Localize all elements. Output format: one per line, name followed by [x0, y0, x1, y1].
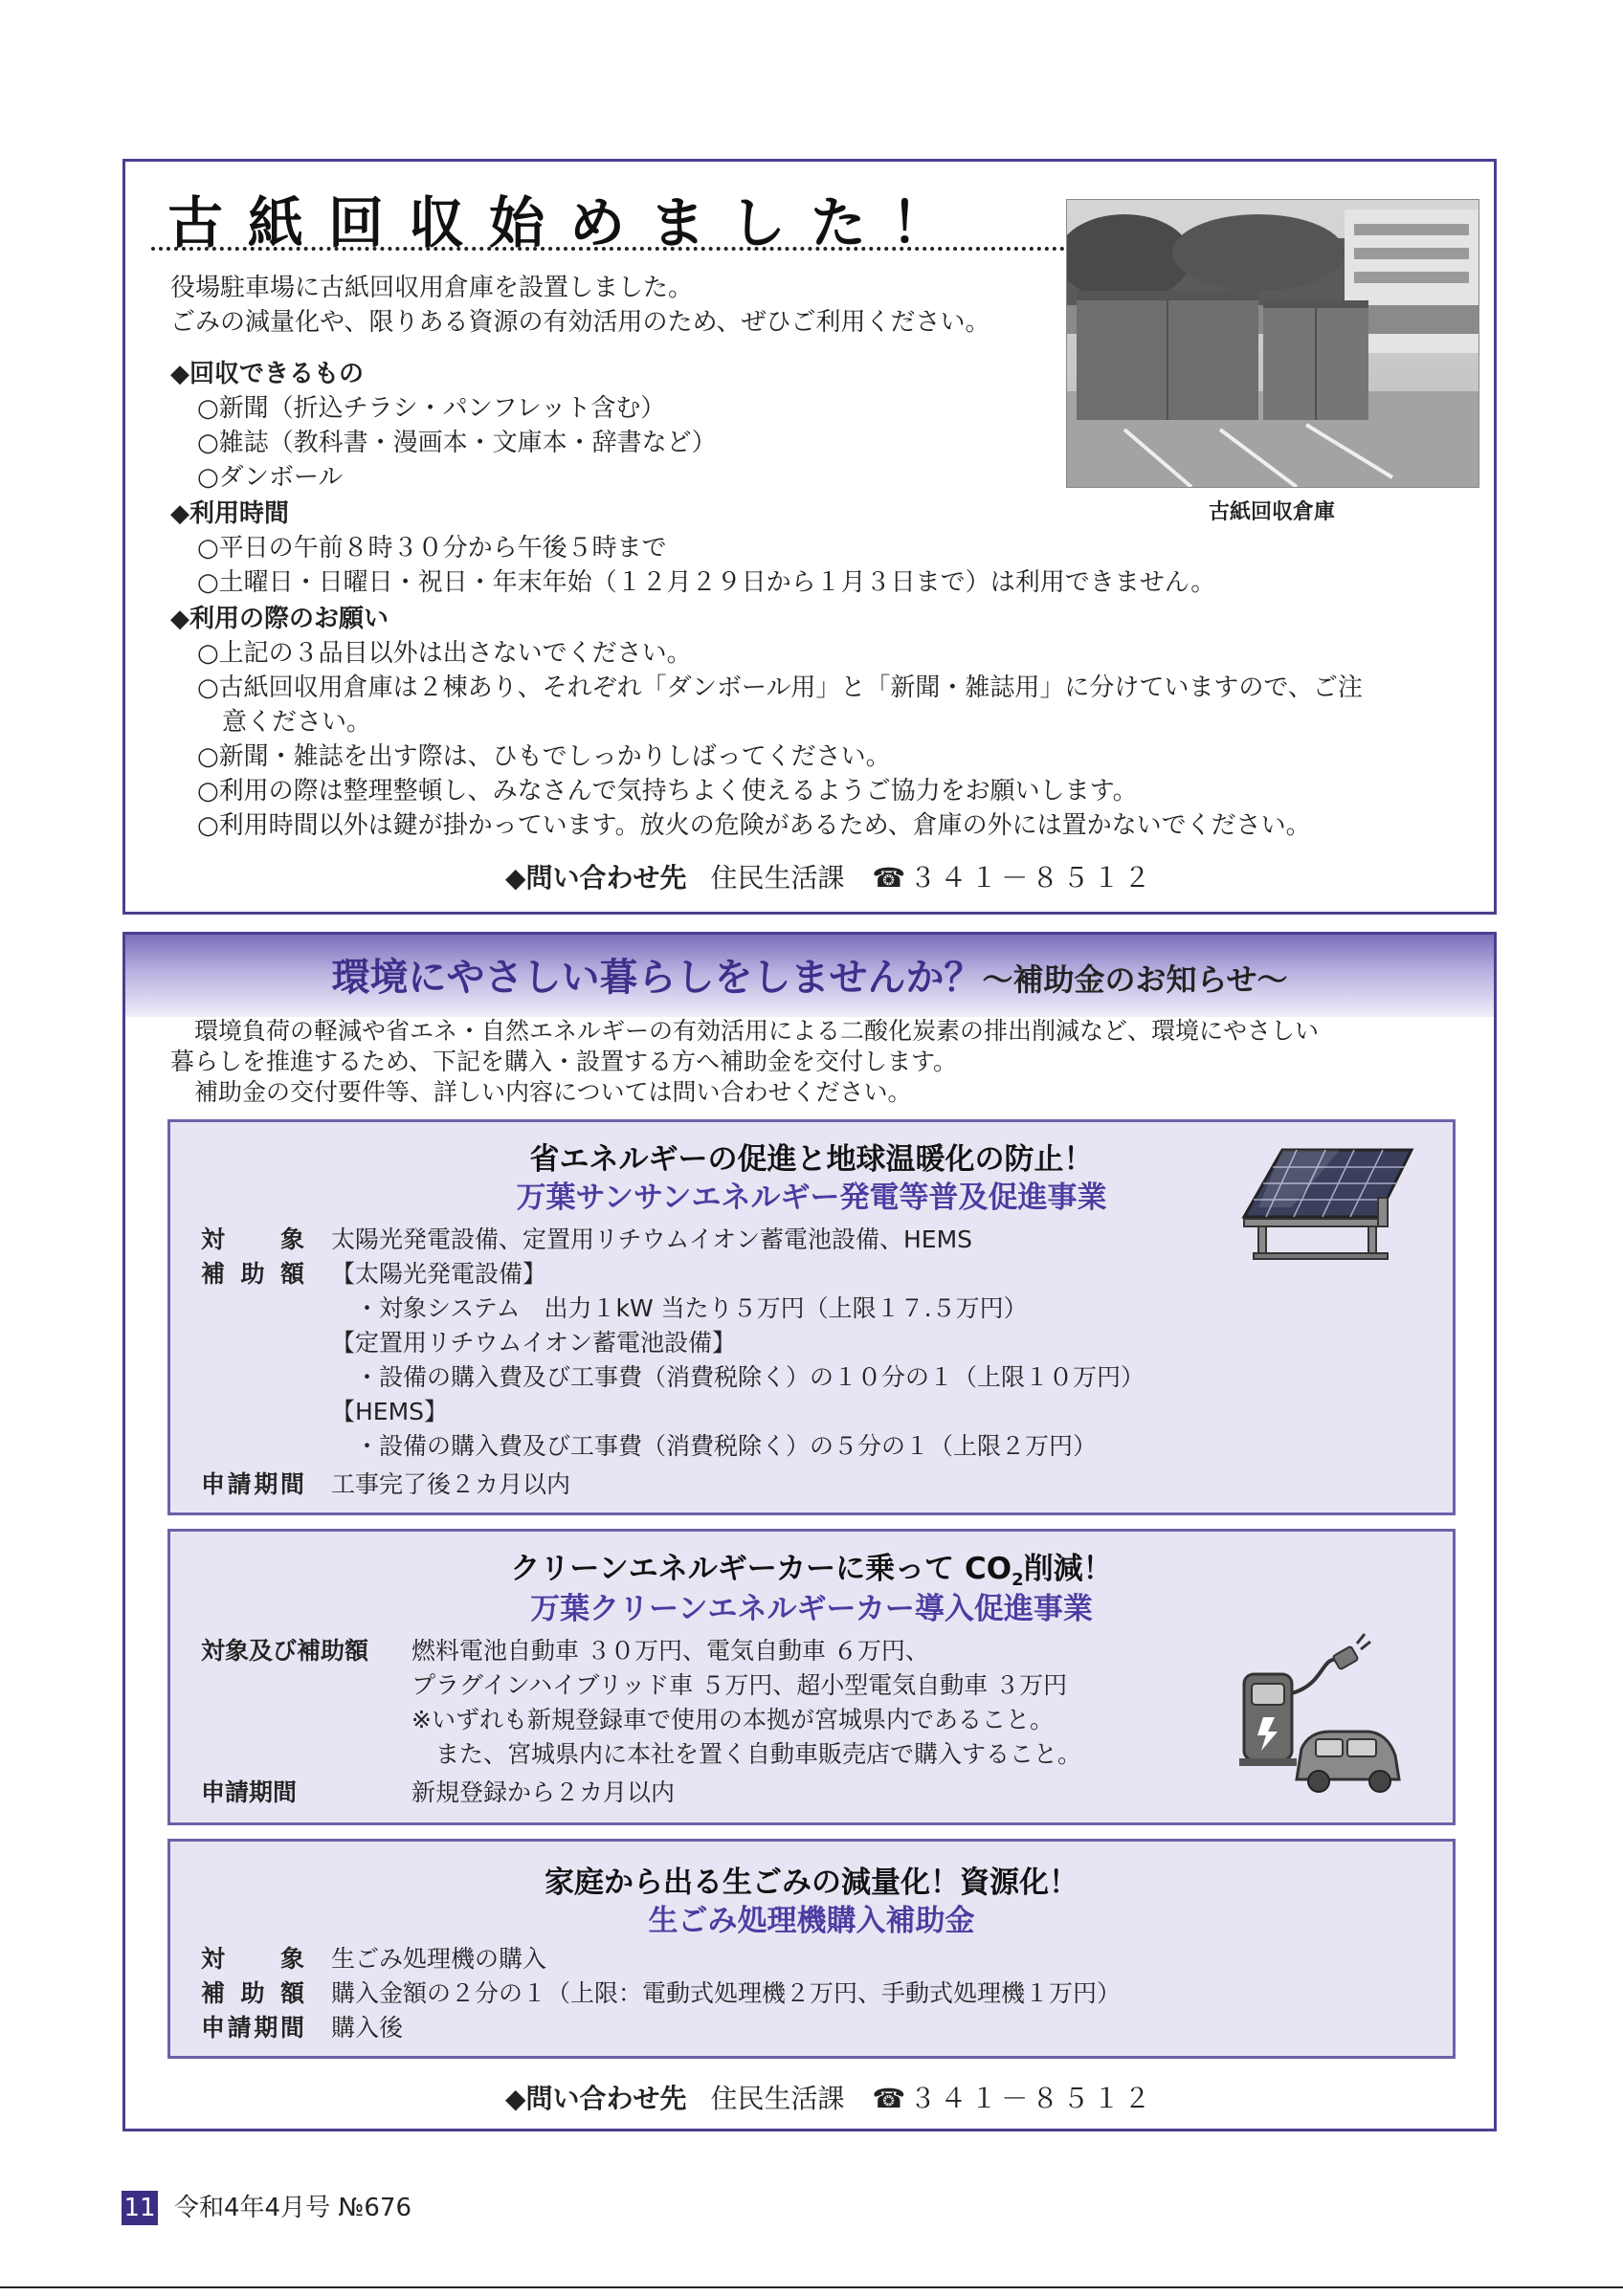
ev-heading — [167, 1544, 1456, 1590]
recycling-title: 古紙回収始めました！ — [167, 190, 972, 255]
subsidy-intro-2: 暮らしを推進するため、下記を購入・設置する方へ補助金を交付します。 — [170, 1048, 958, 1075]
list-item: ○平日の午前８時３０分から午後５時まで — [197, 534, 667, 563]
ev-line: また、宮城県内に本社を置く自動車販売店で購入すること。 — [411, 1740, 1082, 1768]
garbage-program: 生ごみ処理機購入補助金 — [648, 1904, 975, 1938]
amount-line: 【太陽光発電設備】 — [331, 1260, 547, 1288]
period-value: 新規登録から２カ月以内 — [411, 1778, 676, 1806]
ev-charging-car-icon — [1234, 1626, 1407, 1799]
ev-heading-text: クリーンエネルギーカーに乗って CO — [510, 1552, 1012, 1586]
contact-label: ◆問い合わせ先 — [505, 2083, 687, 2114]
contact-label: ◆問い合わせ先 — [505, 862, 687, 894]
list-item: ○新聞（折込チラシ・パンフレット含む） — [197, 394, 666, 423]
items-heading: ◆回収できるもの — [170, 360, 364, 388]
subsidy-title-main: 環境にやさしい暮らしをしませんか？ — [331, 956, 983, 1000]
period-value: 購入後 — [331, 2014, 404, 2042]
solar-heading: 省エネルギーの促進と地球温暖化の防止！ — [529, 1142, 1094, 1177]
amount-line: ・設備の購入費及び工事費（消費税除く）の５分の１（上限２万円） — [331, 1432, 1098, 1460]
contact-dept: 住民生活課 — [710, 2083, 845, 2114]
contact-line — [505, 2078, 1154, 2116]
intro-line-1: 役場駐車場に古紙回収用倉庫を設置しました。 — [170, 274, 694, 302]
list-item: ○上記の３品目以外は出さないでください。 — [197, 639, 692, 668]
period-value: 工事完了後２カ月以内 — [331, 1470, 571, 1498]
contact-dept: 住民生活課 — [710, 862, 845, 894]
amount-line: ・対象システム 出力１kW 当たり５万円（上限１７.５万円） — [331, 1294, 1028, 1322]
requests-heading: ◆利用の際のお願い — [170, 605, 389, 633]
list-item: ○土曜日・日曜日・祝日・年末年始（１２月２９日から１月３日まで）は利用できません。 — [197, 568, 1216, 597]
subsidy-title — [125, 947, 1494, 1002]
garbage-heading: 家庭から出る生ごみの減量化！資源化！ — [545, 1866, 1078, 1900]
ev-heading-tail: 削減！ — [1023, 1552, 1113, 1586]
issue-label: 令和4年4月号 №676 — [174, 2194, 412, 2222]
ev-heading-subscript: 2 — [1012, 1570, 1024, 1591]
ev-line: 燃料電池自動車 ３０万円、電気自動車 ６万円、 — [411, 1637, 929, 1665]
target-value: 生ごみ処理機の購入 — [331, 1945, 547, 1973]
period-label: 申請期間 — [201, 1470, 304, 1498]
solar-panel-icon — [1234, 1140, 1416, 1265]
subsidy-subtitle: ～補助金のお知らせ～ — [982, 961, 1288, 998]
ev-program: 万葉クリーンエネルギーカー導入促進事業 — [530, 1592, 1093, 1626]
bottom-rule — [0, 2286, 1623, 2288]
list-item: 意ください。 — [197, 708, 372, 737]
list-item: ○古紙回収用倉庫は２棟あり、それぞれ「ダンボール用」と「新聞・雑誌用」に分けていますので、ご注 — [197, 673, 1363, 702]
solar-program: 万葉サンサンエネルギー発電等普及促進事業 — [516, 1181, 1107, 1215]
period-label: 申請期間 — [201, 2014, 304, 2042]
subsidy-intro-3: 補助金の交付要件等、詳しい内容については問い合わせください。 — [170, 1078, 912, 1106]
ev-line: ※いずれも新規登録車で使用の本拠が宮城県内であること。 — [411, 1706, 1054, 1733]
amount-label: 補助額 — [201, 1260, 304, 1288]
target-label: 対象 — [201, 1945, 304, 1973]
subsidy-intro-1: 環境負荷の軽減や省エネ・自然エネルギーの有効活用による二酸化炭素の排出削減など、環境にやさしい — [170, 1017, 1320, 1045]
amount-line: 【定置用リチウムイオン蓄電池設備】 — [331, 1329, 737, 1357]
amount-line: 【HEMS】 — [331, 1398, 449, 1425]
ev-line: プラグインハイブリッド車 ５万円、超小型電気自動車 ３万円 — [411, 1671, 1068, 1699]
list-item: ○利用の際は整理整頓し、みなさんで気持ちよく使えるようご協力をお願いします。 — [197, 777, 1138, 806]
target-amount-label: 対象及び補助額 — [201, 1637, 369, 1665]
target-label: 対象 — [201, 1225, 304, 1253]
photo-caption: 古紙回収倉庫 — [1208, 500, 1335, 524]
contact-line — [505, 857, 1154, 895]
amount-line: ・設備の購入費及び工事費（消費税除く）の１０分の１（上限１０万円） — [331, 1363, 1145, 1391]
period-label: 申請期間 — [201, 1778, 298, 1806]
title-divider — [151, 247, 1065, 251]
list-item: ○雑誌（教科書・漫画本・文庫本・辞書など） — [197, 429, 717, 457]
page-number: 11 — [122, 2191, 158, 2225]
amount-label: 補助額 — [201, 1979, 304, 2007]
list-item: ○利用時間以外は鍵が掛かっています。放火の危険があるため、倉庫の外には置かないでください。 — [197, 811, 1311, 840]
contact-phone: ☎３４１－８５１２ — [872, 862, 1155, 894]
list-item: ○ダンボール — [197, 463, 344, 492]
storage-photo — [1066, 199, 1479, 488]
amount-value: 購入金額の２分の１（上限：電動式処理機２万円、手動式処理機１万円） — [331, 1979, 1122, 2007]
list-item: ○新聞・雑誌を出す際は、ひもでしっかりしばってください。 — [197, 742, 891, 771]
contact-phone: ☎３４１－８５１２ — [872, 2083, 1155, 2114]
hours-heading: ◆利用時間 — [170, 499, 289, 528]
target-value: 太陽光発電設備、定置用リチウムイオン蓄電池設備、HEMS — [331, 1225, 973, 1253]
intro-line-2: ごみの減量化や、限りある資源の有効活用のため、ぜひご利用ください。 — [170, 308, 990, 337]
